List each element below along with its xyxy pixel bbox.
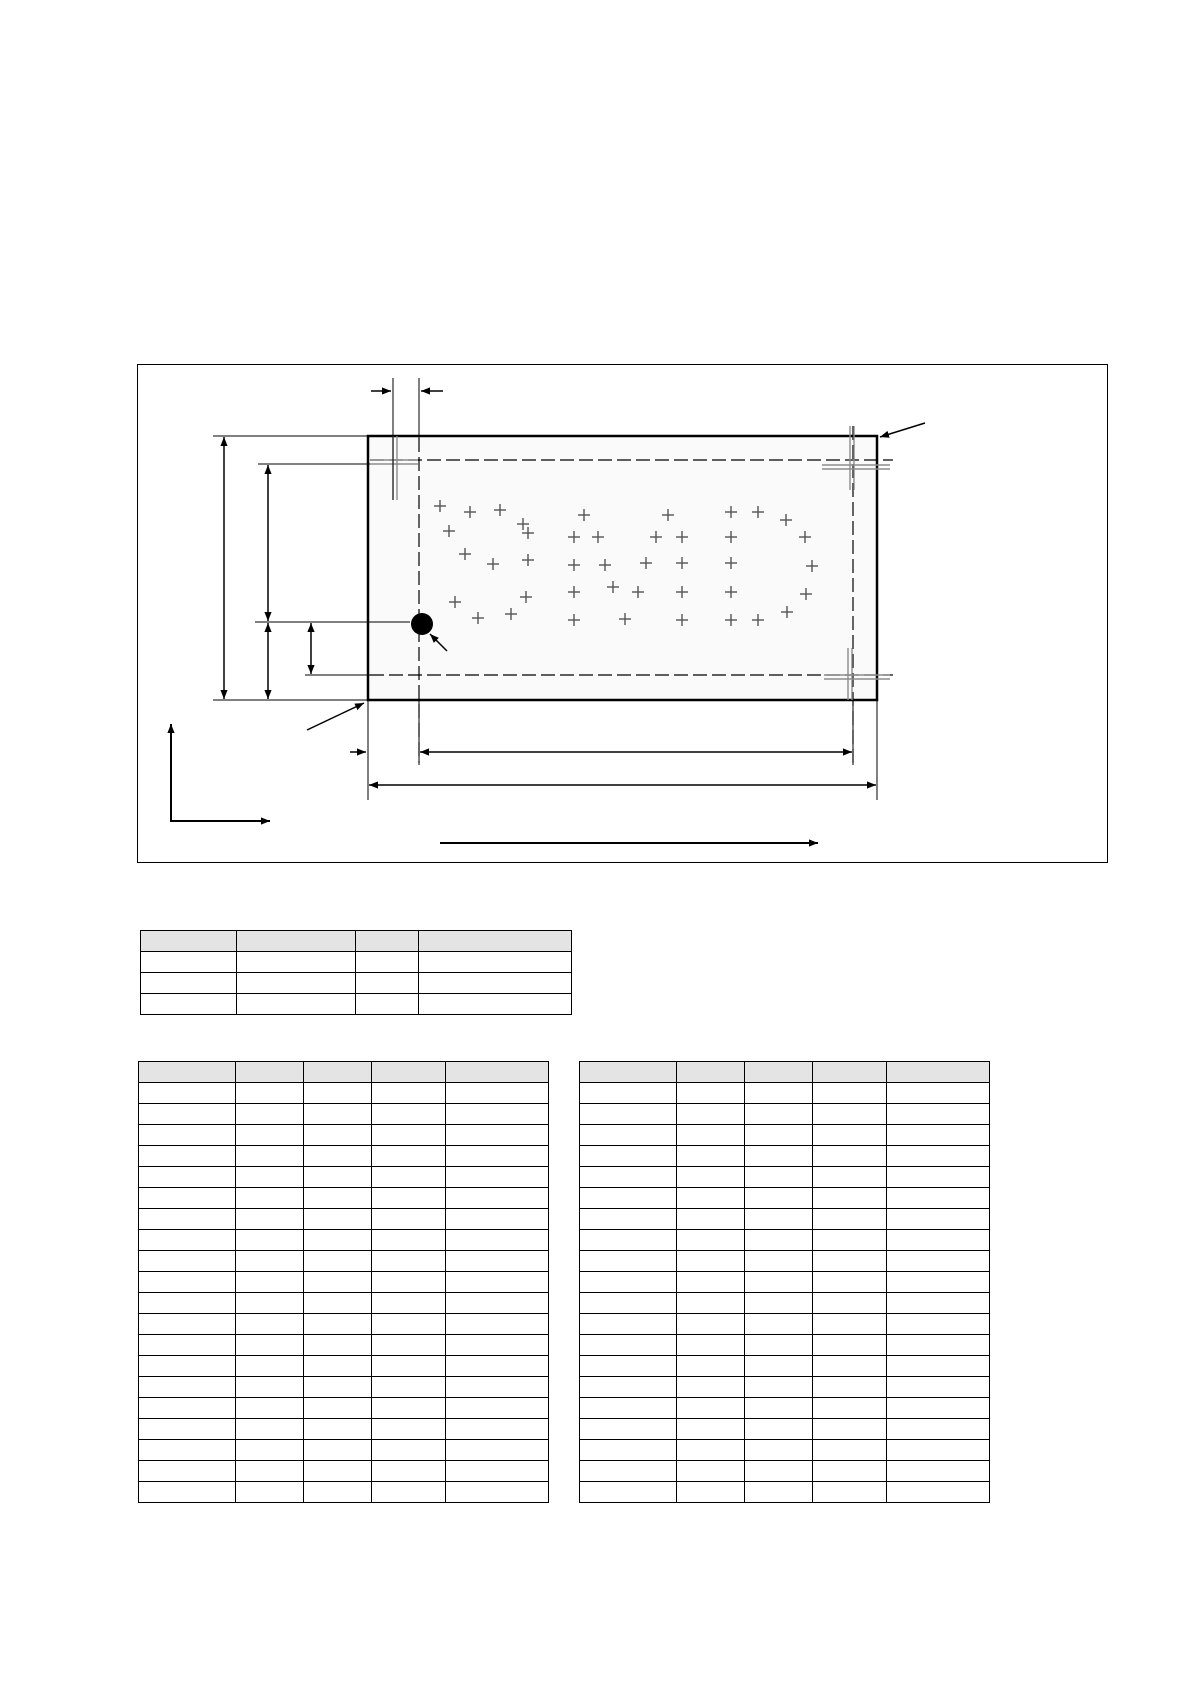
table-cell (580, 1482, 677, 1503)
table-cell (580, 1083, 677, 1104)
table-cell (580, 1419, 677, 1440)
table-cell (813, 1482, 887, 1503)
table-row (580, 1188, 990, 1209)
table-cell (304, 1230, 372, 1251)
table-row (580, 1251, 990, 1272)
table-cell (304, 1482, 372, 1503)
table-cell (139, 1482, 236, 1503)
table-row (141, 952, 572, 973)
table-row (580, 1083, 990, 1104)
table-cell (304, 1125, 372, 1146)
table-row (139, 1293, 549, 1314)
table-cell (304, 1167, 372, 1188)
table-cell (580, 1440, 677, 1461)
table-row (139, 1125, 549, 1146)
table-cell (446, 1461, 549, 1482)
table-cell (236, 1440, 304, 1461)
table-cell (139, 1356, 236, 1377)
table-cell (887, 1419, 990, 1440)
pcb-board (368, 436, 877, 700)
table-cell (745, 1167, 813, 1188)
table-cell (813, 1398, 887, 1419)
table-cell (677, 1209, 745, 1230)
table-cell (304, 1251, 372, 1272)
table-cell (813, 1335, 887, 1356)
table-cell (236, 1209, 304, 1230)
table-cell (887, 1293, 990, 1314)
table-cell (745, 1482, 813, 1503)
table-cell (887, 1104, 990, 1125)
table-cell (236, 1293, 304, 1314)
table-cell (356, 994, 419, 1015)
table-row (139, 1251, 549, 1272)
origin-dot (411, 613, 433, 635)
table-cell (372, 1188, 446, 1209)
table-cell (580, 1251, 677, 1272)
table-cell (236, 1461, 304, 1482)
table-cell (887, 1083, 990, 1104)
table-cell (446, 1377, 549, 1398)
table-row (141, 973, 572, 994)
table-cell (372, 1167, 446, 1188)
table-cell (887, 1230, 990, 1251)
table-cell (677, 1083, 745, 1104)
table-cell (236, 1335, 304, 1356)
table-cell (446, 1335, 549, 1356)
table-row (580, 1104, 990, 1125)
table-cell (580, 1146, 677, 1167)
table-cell (237, 952, 356, 973)
board-origin-callout-arrow (307, 703, 364, 730)
table-cell (237, 931, 356, 952)
table-row (139, 1146, 549, 1167)
table-cell (419, 994, 572, 1015)
table-cell (304, 1083, 372, 1104)
table-header-row (580, 1062, 990, 1083)
table-cell (372, 1083, 446, 1104)
table-row (580, 1461, 990, 1482)
table-row (139, 1083, 549, 1104)
table-cell (813, 1230, 887, 1251)
table-cell (236, 1104, 304, 1125)
table-cell (139, 1377, 236, 1398)
table-cell (813, 1104, 887, 1125)
table-cell (677, 1167, 745, 1188)
table-row (580, 1377, 990, 1398)
table-cell (141, 994, 237, 1015)
table-cell (304, 1062, 372, 1083)
table-cell (677, 1377, 745, 1398)
table-cell (446, 1419, 549, 1440)
table-cell (372, 1062, 446, 1083)
table-row (580, 1440, 990, 1461)
table-cell (580, 1188, 677, 1209)
table-cell (887, 1440, 990, 1461)
table-cell (580, 1398, 677, 1419)
table-cell (139, 1209, 236, 1230)
table-row (139, 1482, 549, 1503)
table-cell (236, 1482, 304, 1503)
table-cell (304, 1461, 372, 1482)
table-cell (677, 1188, 745, 1209)
table-cell (887, 1377, 990, 1398)
table-cell (139, 1062, 236, 1083)
table-cell (139, 1293, 236, 1314)
table-cell (372, 1146, 446, 1167)
table-cell (745, 1293, 813, 1314)
table-cell (372, 1482, 446, 1503)
table-cell (372, 1461, 446, 1482)
table-cell (139, 1272, 236, 1293)
table-cell (304, 1398, 372, 1419)
table-cell (356, 973, 419, 994)
table-cell (446, 1356, 549, 1377)
table-cell (813, 1419, 887, 1440)
table-cell (141, 931, 237, 952)
table-cell (446, 1398, 549, 1419)
table-cell (887, 1167, 990, 1188)
table-row (139, 1398, 549, 1419)
table-cell (677, 1398, 745, 1419)
table-cell (677, 1251, 745, 1272)
table-cell (419, 973, 572, 994)
table-cell (139, 1251, 236, 1272)
table-cell (372, 1104, 446, 1125)
table-cell (813, 1083, 887, 1104)
table-row (580, 1356, 990, 1377)
table-cell (236, 1356, 304, 1377)
table-cell (887, 1062, 990, 1083)
table-cell (446, 1209, 549, 1230)
table-cell (813, 1062, 887, 1083)
table-cell (813, 1440, 887, 1461)
table-cell (887, 1251, 990, 1272)
table-cell (237, 994, 356, 1015)
table-cell (419, 952, 572, 973)
table-cell (677, 1293, 745, 1314)
table-cell (372, 1398, 446, 1419)
table-cell (813, 1461, 887, 1482)
placement-table-right (579, 1061, 990, 1503)
table-cell (887, 1209, 990, 1230)
table-cell (580, 1230, 677, 1251)
table-cell (139, 1167, 236, 1188)
table-cell (745, 1209, 813, 1230)
table-row (141, 994, 572, 1015)
table-cell (372, 1251, 446, 1272)
table-cell (745, 1125, 813, 1146)
table-cell (580, 1272, 677, 1293)
table-cell (745, 1314, 813, 1335)
table-row (580, 1335, 990, 1356)
table-cell (372, 1419, 446, 1440)
table-cell (237, 973, 356, 994)
table-cell (372, 1440, 446, 1461)
table-cell (813, 1293, 887, 1314)
table-cell (580, 1167, 677, 1188)
coordinate-axes (170, 724, 270, 821)
table-cell (677, 1440, 745, 1461)
table-cell (304, 1146, 372, 1167)
table-cell (141, 952, 237, 973)
table-cell (677, 1335, 745, 1356)
table-cell (236, 1398, 304, 1419)
table-cell (745, 1251, 813, 1272)
table-cell (304, 1209, 372, 1230)
table-cell (236, 1083, 304, 1104)
table-cell (236, 1125, 304, 1146)
table-row (580, 1419, 990, 1440)
table-cell (236, 1062, 304, 1083)
table-cell (813, 1272, 887, 1293)
table-cell (236, 1167, 304, 1188)
table-cell (372, 1314, 446, 1335)
table-cell (677, 1482, 745, 1503)
table-cell (304, 1419, 372, 1440)
table-cell (372, 1125, 446, 1146)
table-cell (446, 1272, 549, 1293)
table-row (139, 1230, 549, 1251)
table-cell (745, 1356, 813, 1377)
table-row (139, 1377, 549, 1398)
table-cell (813, 1209, 887, 1230)
table-cell (446, 1062, 549, 1083)
table-cell (580, 1356, 677, 1377)
table-cell (580, 1104, 677, 1125)
table-row (139, 1314, 549, 1335)
table-cell (677, 1146, 745, 1167)
table-cell (745, 1083, 813, 1104)
table-cell (887, 1356, 990, 1377)
table-cell (372, 1377, 446, 1398)
table-cell (372, 1272, 446, 1293)
table-cell (446, 1188, 549, 1209)
table-cell (580, 1062, 677, 1083)
table-cell (745, 1461, 813, 1482)
table-cell (236, 1377, 304, 1398)
table-cell (745, 1377, 813, 1398)
board-corner-callout-arrow (880, 423, 925, 437)
table-cell (372, 1209, 446, 1230)
table-row (139, 1356, 549, 1377)
table-row (580, 1125, 990, 1146)
table-row (139, 1167, 549, 1188)
table-cell (139, 1335, 236, 1356)
table-cell (139, 1440, 236, 1461)
table-cell (813, 1188, 887, 1209)
table-cell (446, 1125, 549, 1146)
table-cell (236, 1146, 304, 1167)
table-cell (887, 1335, 990, 1356)
table-cell (356, 952, 419, 973)
table-cell (887, 1461, 990, 1482)
table-cell (580, 1461, 677, 1482)
table-cell (304, 1356, 372, 1377)
table-cell (236, 1251, 304, 1272)
table-cell (580, 1209, 677, 1230)
table-cell (813, 1167, 887, 1188)
table-cell (813, 1377, 887, 1398)
table-cell (813, 1314, 887, 1335)
table-cell (446, 1167, 549, 1188)
table-cell (745, 1230, 813, 1251)
table-cell (446, 1440, 549, 1461)
table-cell (580, 1293, 677, 1314)
table-cell (745, 1062, 813, 1083)
table-cell (304, 1377, 372, 1398)
table-cell (139, 1125, 236, 1146)
table-row (139, 1440, 549, 1461)
table-cell (677, 1062, 745, 1083)
table-cell (887, 1314, 990, 1335)
table-cell (236, 1419, 304, 1440)
table-row (580, 1482, 990, 1503)
table-row (580, 1167, 990, 1188)
table-cell (141, 973, 237, 994)
table-cell (580, 1377, 677, 1398)
table-cell (745, 1272, 813, 1293)
table-cell (580, 1125, 677, 1146)
table-row (580, 1209, 990, 1230)
table-cell (236, 1314, 304, 1335)
table-row (580, 1146, 990, 1167)
table-cell (236, 1188, 304, 1209)
table-cell (677, 1125, 745, 1146)
table-cell (745, 1146, 813, 1167)
table-cell (446, 1314, 549, 1335)
table-row (139, 1272, 549, 1293)
table-cell (745, 1398, 813, 1419)
table-cell (745, 1335, 813, 1356)
table-cell (372, 1230, 446, 1251)
table-cell (446, 1230, 549, 1251)
table-cell (887, 1398, 990, 1419)
table-row (139, 1461, 549, 1482)
table-cell (419, 931, 572, 952)
table-cell (139, 1083, 236, 1104)
table-cell (372, 1335, 446, 1356)
table-cell (887, 1125, 990, 1146)
table-cell (745, 1188, 813, 1209)
table-cell (677, 1272, 745, 1293)
table-cell (139, 1398, 236, 1419)
table-header-row (139, 1062, 549, 1083)
table-cell (580, 1314, 677, 1335)
table-cell (677, 1230, 745, 1251)
table-row (580, 1314, 990, 1335)
table-row (580, 1293, 990, 1314)
table-cell (677, 1104, 745, 1125)
table-cell (304, 1104, 372, 1125)
table-cell (304, 1293, 372, 1314)
table-cell (677, 1419, 745, 1440)
table-header-row (141, 931, 572, 952)
table-cell (745, 1419, 813, 1440)
table-cell (887, 1146, 990, 1167)
table-row (139, 1209, 549, 1230)
table-cell (677, 1461, 745, 1482)
table-cell (139, 1104, 236, 1125)
table-cell (446, 1146, 549, 1167)
table-cell (446, 1482, 549, 1503)
setup-table (140, 930, 572, 1015)
table-cell (745, 1440, 813, 1461)
table-cell (813, 1251, 887, 1272)
table-cell (304, 1188, 372, 1209)
table-row (580, 1230, 990, 1251)
table-cell (372, 1356, 446, 1377)
table-cell (887, 1482, 990, 1503)
table-row (139, 1335, 549, 1356)
table-row (580, 1272, 990, 1293)
table-cell (304, 1272, 372, 1293)
table-cell (677, 1314, 745, 1335)
table-cell (745, 1104, 813, 1125)
table-cell (446, 1293, 549, 1314)
table-cell (372, 1293, 446, 1314)
table-cell (813, 1146, 887, 1167)
table-cell (887, 1272, 990, 1293)
table-cell (580, 1335, 677, 1356)
table-cell (139, 1461, 236, 1482)
table-cell (813, 1356, 887, 1377)
table-cell (139, 1188, 236, 1209)
table-row (139, 1419, 549, 1440)
table-cell (236, 1272, 304, 1293)
table-cell (139, 1146, 236, 1167)
table-cell (813, 1125, 887, 1146)
table-cell (304, 1314, 372, 1335)
table-cell (887, 1188, 990, 1209)
table-cell (139, 1230, 236, 1251)
table-row (139, 1104, 549, 1125)
table-cell (236, 1230, 304, 1251)
table-cell (304, 1335, 372, 1356)
table-row (580, 1398, 990, 1419)
table-cell (446, 1251, 549, 1272)
placement-table-left (138, 1061, 549, 1503)
table-cell (304, 1440, 372, 1461)
table-row (139, 1188, 549, 1209)
table-cell (139, 1419, 236, 1440)
table-cell (446, 1104, 549, 1125)
table-cell (446, 1083, 549, 1104)
table-cell (356, 931, 419, 952)
table-cell (677, 1356, 745, 1377)
table-cell (139, 1314, 236, 1335)
